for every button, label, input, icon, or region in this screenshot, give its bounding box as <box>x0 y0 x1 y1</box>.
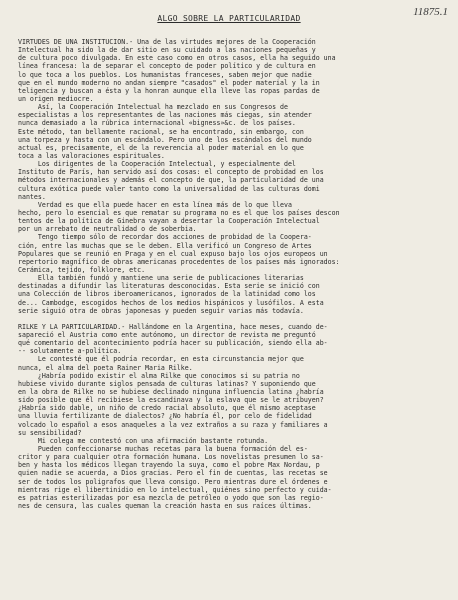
text-line: sido posible que él recibiese la escandinava y la eslava que se le atribuyen? <box>18 396 324 405</box>
text-line: volcado lo español a esos anaqueles a la vez extraños a su raza y familiares a <box>18 420 328 429</box>
text-line: ben y hasta los médicos llegan trayendo la suya, como el pobre Max Nordau, p <box>18 461 320 470</box>
text-line: repertorio magnífico de obras americanas procedentes de los países más ignorados: <box>18 257 340 266</box>
text-line: sapareció el Austria como ente autónomo, un director de revista me preguntó <box>18 331 316 340</box>
text-line: de... Cambodge, escogidos hechos de los medios hispánicos y lusófilos. A esta <box>18 298 324 307</box>
text-line: en la obra de Rilke no se hubiese declinado ninguna influencia latina ¿habría <box>18 388 324 397</box>
text-line: una lluvia fertilizante de dialectos? ¿No habría él, por celo de fidelidad <box>18 412 312 421</box>
text-line: Instituto de París, han servido así dos cosas: el concepto de probidad en los <box>18 168 324 177</box>
document-title: ALGO SOBRE LA PARTICULARIDAD <box>157 14 301 23</box>
folio-number: 11875.1 <box>413 6 448 18</box>
text-line <box>18 315 446 323</box>
text-line: destinadas a difundir las literaturas desconocidas. Esta serie se inició con <box>18 282 320 291</box>
text-line: quien nadie se acuerda, a Dios gracias. Pero el fin de cuentas, las recetas se <box>18 469 328 478</box>
text-line: ¿Habría podido existir el alma Rilke que conocimos si su patria no <box>18 371 300 380</box>
text-line: tentos de la política de Ginebra vayan a desertar la Cooperación Intelectual <box>18 217 320 226</box>
text-line: serie siguió otra de obras japonesas y pueden seguir varias más todavía. <box>18 306 304 315</box>
text-line: que en el mundo moderno no andan siempre "casados" el poder material y la in <box>18 78 320 87</box>
text-line: -- solutamente a-política. <box>18 347 122 356</box>
text-line: Pueden confeccionarse muchas recetas para la buena formación del es- <box>18 445 308 454</box>
text-line: hecho, pero lo esencial es que rematar su programa no es el que los países descon <box>18 208 340 217</box>
text-line: Ella también fundó y mantiene una serie de publicaciones literarias <box>18 274 304 283</box>
text-line: RILKE Y LA PARTICULARIDAD.- Hallándome en la Argentina, hace meses, cuando de- <box>18 322 328 331</box>
text-line: línea francesa: la de separar el concepto de poder político y de cultura en <box>18 62 316 71</box>
text-line: Tengo tiempo sólo de recordar dos acciones de probidad de la Coopera- <box>18 233 312 242</box>
text-line: nunca demasiado a la rúbrica internacional «bigness»&c. de los países. <box>18 119 296 128</box>
text-line: critor y para cualquier otra formación humana. Los novelistas presumen lo sa- <box>18 453 324 462</box>
text-line: Así, la Cooperación Intelectual ha mezclado en sus Congresos de <box>18 103 288 112</box>
text-line: especialistas a los representantes de las naciones más ciegas, sin atender <box>18 111 312 120</box>
text-line: VIRTUDES DE UNA INSTITUCION.- Una de las virtudes mejores de la Cooperación <box>18 38 316 46</box>
text-line: actual es, precisamente, el de la reverencia al poder material en lo que <box>18 143 304 152</box>
text-line: ción, entre las muchas que se le deben. Ella verificó un Congreso de Artes <box>18 241 312 250</box>
text-line: hubiese vivido durante siglos pensada de culturas latinas? Y suponiendo que <box>18 379 316 388</box>
text-line: cultura exótica puede valer tanto como la universalidad de las culturas domi <box>18 184 320 193</box>
text-line: Verdad es que ella puede hacer en esta línea más de lo que lleva <box>18 200 292 209</box>
text-line: una torpeza y hasta con un escándalo. Pero uno de los escándalos del mundo <box>18 135 312 144</box>
text-line: es patrias esterilizadas por esa mezcla de petróleo o yodo que son las regio- <box>18 493 324 502</box>
text-line: Cerámica, tejido, folklore, etc. <box>18 265 146 274</box>
text-line: ¿Habría sido dable, un niño de credo racial absoluto, que él mismo aceptase <box>18 404 316 413</box>
text-line: un origen mediocre. <box>18 94 94 103</box>
text-line: métodos internacionales y además el concepto de que, la particularidad de una <box>18 176 324 185</box>
text-line: Los dirigentes de la Cooperación Intelectual, y especialmente del <box>18 160 296 169</box>
text-line: nunca, el alma del poeta Rainer Maria Rilke. <box>18 363 193 372</box>
text-line: Intelectual ha sido la de dar sitio en su cuidado a las naciones pequeñas y <box>18 46 316 55</box>
text-line: qué comentario del acontecimiento podría hacer su publicación, siendo ella ab- <box>18 339 328 348</box>
text-line: de cultura poco divulgada. En este caso como en otros casos, ella ha seguido una <box>18 54 336 63</box>
text-line: nes de censura, las cuales queman la creación hasta en sus raíces últimas. <box>18 502 312 511</box>
text-line: una Colección de libros iberoamericanos, ignorados de la latinidad como los <box>18 290 316 299</box>
text-line: toca a las valoraciones espirituales. <box>18 151 165 160</box>
text-line: nantes. <box>18 192 46 201</box>
text-line: Populares que se reunió en Praga y en el cual expuso bajo los ojos europeos un <box>18 249 328 258</box>
text-line: ser de todos los poligrafos que lleva consigo. Pero mientras dure el órdenes e <box>18 477 328 486</box>
text-line: Este método, tan bellamente racional, se ha encontrado, sin embargo, con <box>18 127 304 136</box>
text-line: su sensibilidad? <box>18 428 82 437</box>
document-body <box>18 38 446 594</box>
text-line: mientras rige el libertinidio en lo intelectual, quiénes sino perfecto y cuida- <box>18 485 332 494</box>
text-line: teligencia y buscan a ésta y la honran aunque ella lleve las ropas pardas de <box>18 86 320 95</box>
text-line: por un arrebato de neutralidad o de soberbia. <box>18 225 197 234</box>
text-line: Mi colega me contestó con una afirmación bastante rotunda. <box>18 436 269 445</box>
text-line: Le contesté que él podría recordar, en esta circunstancia mejor que <box>18 355 304 364</box>
text-line: lo que toca a los pueblos. Los humanistas franceses, saben mejor que nadie <box>18 70 312 79</box>
